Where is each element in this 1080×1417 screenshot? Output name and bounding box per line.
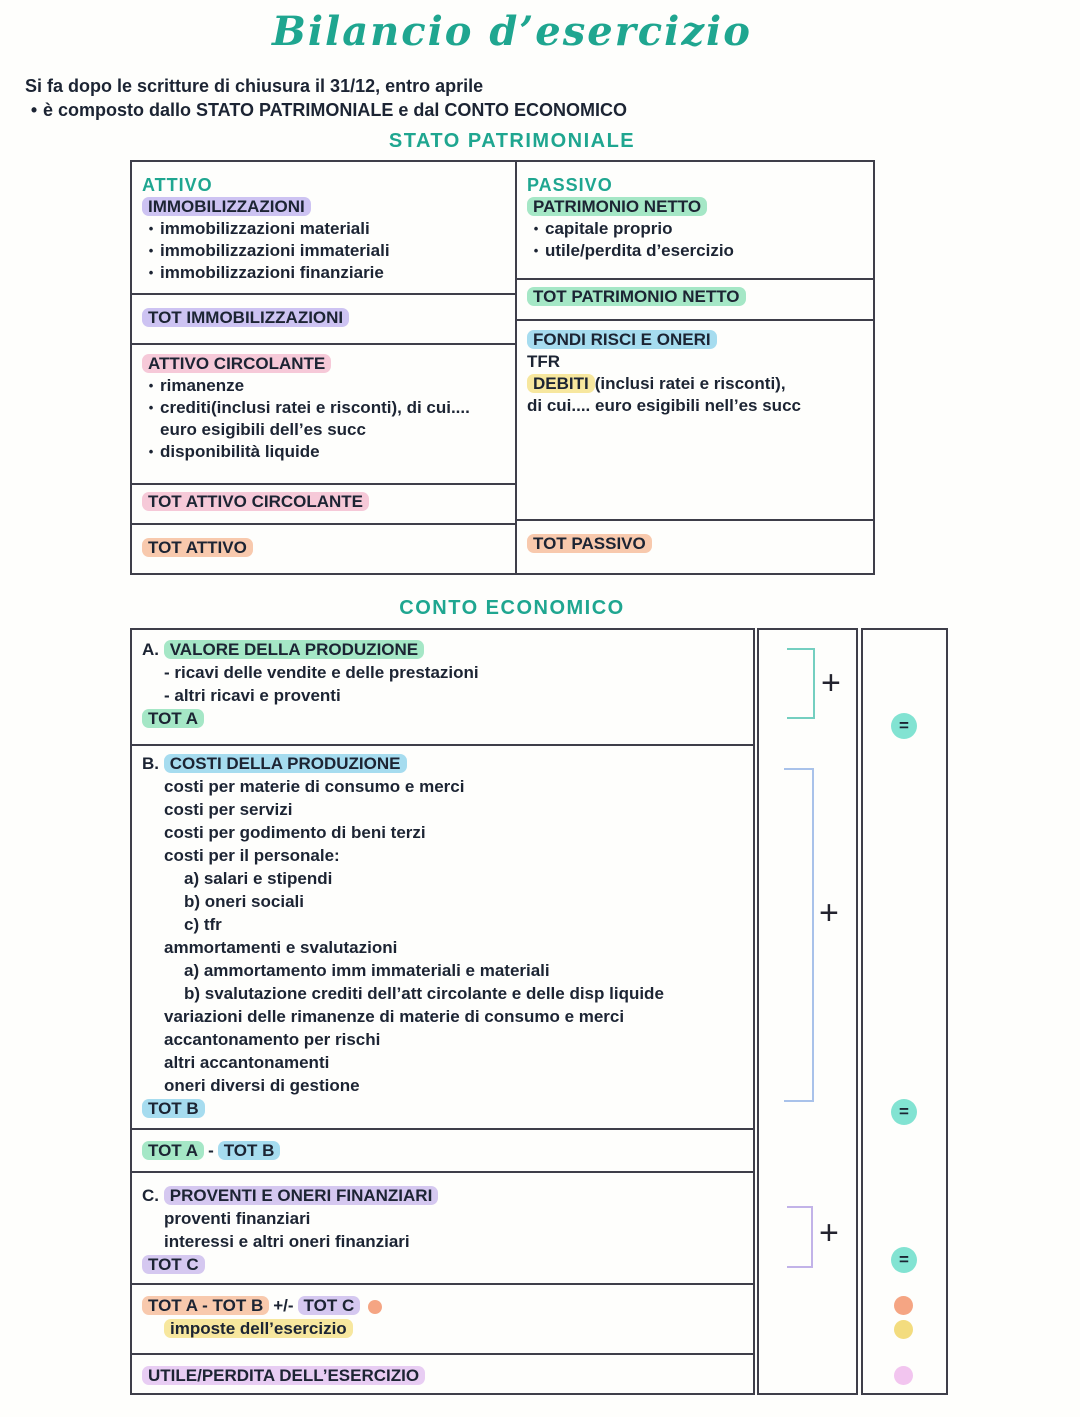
list-item: c) tfr — [184, 914, 222, 934]
bullet-icon: • — [148, 265, 154, 280]
list-item: b) svalutazione crediti dell’att circolante e delle disp liquide — [184, 983, 664, 1003]
tot-b-row: TOT B — [142, 1097, 743, 1120]
tot-a-meno-tot-b-row: TOT A - TOT B — [132, 1128, 753, 1171]
bullet-icon: • — [533, 243, 539, 258]
tfr-line: TFR — [527, 352, 561, 371]
bullet-icon: • — [148, 444, 154, 459]
tot-a-row: TOT A — [142, 707, 743, 730]
debiti-line: DEBITI (inclusi ratei e risconti), — [527, 373, 863, 395]
pink-dot-icon — [894, 1366, 913, 1385]
tot-patrimonio-netto-row: TOT PATRIMONIO NETTO — [517, 278, 873, 319]
list-item: costi per servizi — [164, 799, 293, 819]
results-column — [861, 628, 948, 1395]
conto-economico-table — [130, 628, 755, 1395]
immobilizzazioni-title: IMMOBILIZZAZIONI — [142, 196, 505, 218]
list-item: • crediti(inclusi ratei e risconti), di cui.... euro esigibili dell’es succ — [142, 397, 505, 441]
list-item: • immobilizzazioni materiali — [142, 218, 505, 240]
tot-passivo-row: TOT PASSIVO — [517, 519, 873, 573]
tot-attivo-row: TOT ATTIVO — [132, 523, 515, 573]
list-item: interessi e altri oneri finanziari — [164, 1232, 410, 1252]
list-item: proventi finanziari — [164, 1209, 311, 1229]
list-item: costi per il personale: — [164, 845, 340, 865]
passivo-column — [515, 162, 873, 573]
sezione-a-valore-produzione — [132, 630, 753, 744]
list-item: - altri ricavi e proventi — [164, 686, 341, 705]
plus-sign-a: + — [821, 664, 841, 702]
bracket-section-c — [787, 1206, 813, 1268]
list-item: altri accantonamenti — [164, 1052, 330, 1072]
bullet-icon: • — [148, 221, 154, 236]
bullet-icon: • — [148, 378, 154, 393]
list-item: costi per materie di consumo e merci — [164, 776, 465, 796]
sezione-b-costi-produzione — [132, 744, 753, 1128]
list-item: variazioni delle rimanenze di materie di consumo e merci — [164, 1006, 625, 1026]
section-c-title: C. PROVENTI E ONERI FINANZIARI — [142, 1184, 743, 1207]
bullet-icon: • — [148, 400, 154, 415]
orange-dot-icon — [894, 1296, 913, 1315]
patrimonio-netto-section — [517, 162, 873, 278]
bullet-icon: • — [533, 221, 539, 236]
risultato-ante-imposte-section: TOT A - TOT B +/- TOT C imposte dell’esercizio — [132, 1283, 753, 1353]
tot-immobilizzazioni-row: TOT IMMOBILIZZAZIONI — [132, 293, 515, 343]
plus-sign-c: + — [819, 1214, 839, 1252]
list-item: • disponibilità liquide — [142, 441, 505, 463]
bracket-section-b — [784, 768, 814, 1102]
list-item: • immobilizzazioni immateriali — [142, 240, 505, 262]
section-b-title: B. COSTI DELLA PRODUZIONE — [142, 752, 743, 775]
attivo-column — [132, 162, 515, 573]
list-item: accantonamento per rischi — [164, 1029, 381, 1049]
orange-dot-icon — [368, 1300, 382, 1314]
list-item: oneri diversi di gestione — [164, 1075, 360, 1095]
list-item: ammortamenti e svalutazioni — [164, 937, 398, 957]
stato-patrimoniale-table — [130, 160, 875, 575]
fondi-debiti-section — [517, 319, 873, 519]
equals-badge-b: = — [891, 1099, 917, 1125]
page-title: Bilancio d’esercizio — [272, 8, 752, 55]
imposte-row: imposte dell’esercizio — [142, 1317, 743, 1340]
intro-text — [25, 74, 627, 122]
list-item: costi per godimento di beni terzi — [164, 822, 426, 842]
equals-badge-a: = — [891, 713, 917, 739]
list-item: • utile/perdita d’esercizio — [527, 240, 863, 262]
list-item: a) ammortamento imm immateriali e materiali — [184, 960, 550, 980]
list-item: - ricavi delle vendite e delle prestazioni — [164, 663, 479, 682]
debiti-line-2: di cui.... euro esigibili nell’es succ — [527, 396, 801, 415]
equals-badge-c: = — [891, 1247, 917, 1273]
section-a-title: A. VALORE DELLA PRODUZIONE — [142, 638, 743, 661]
immobilizzazioni-section — [132, 162, 515, 293]
list-item: • immobilizzazioni finanziarie — [142, 262, 505, 284]
bullet-icon: • — [148, 243, 154, 258]
fondi-title: FONDI RISCI E ONERI — [527, 329, 863, 351]
list-item: b) oneri sociali — [184, 891, 304, 911]
tot-c-row: TOT C — [142, 1253, 743, 1276]
sezione-c-proventi-oneri — [132, 1171, 753, 1283]
plus-sign-b: + — [819, 894, 839, 932]
passivo-header: PASSIVO — [527, 175, 613, 195]
list-item: • rimanenze — [142, 375, 505, 397]
bracket-section-a — [787, 648, 815, 719]
attivo-header: ATTIVO — [142, 175, 213, 195]
patrimonio-netto-title: PATRIMONIO NETTO — [527, 196, 863, 218]
stato-patrimoniale-heading: STATO PATRIMONIALE — [388, 130, 636, 152]
conto-economico-heading: CONTO ECONOMICO — [399, 597, 625, 619]
yellow-dot-icon — [894, 1320, 913, 1339]
tot-attivo-circolante-row: TOT ATTIVO CIRCOLANTE — [132, 483, 515, 523]
bullet-icon: • — [30, 100, 38, 120]
utile-perdita-row: UTILE/PERDITA DELL’ESERCIZIO — [132, 1353, 753, 1393]
attivo-circolante-title: ATTIVO CIRCOLANTE — [142, 353, 505, 375]
intro-line-1: Si fa dopo le scritture di chiusura il 31/12, entro aprile — [25, 76, 484, 96]
operators-column — [757, 628, 858, 1395]
attivo-circolante-section — [132, 343, 515, 483]
intro-line-2: • è composto dallo STATO PATRIMONIALE e dal CONTO ECONOMICO — [25, 98, 627, 122]
list-item: a) salari e stipendi — [184, 868, 333, 888]
list-item: • capitale proprio — [527, 218, 863, 240]
